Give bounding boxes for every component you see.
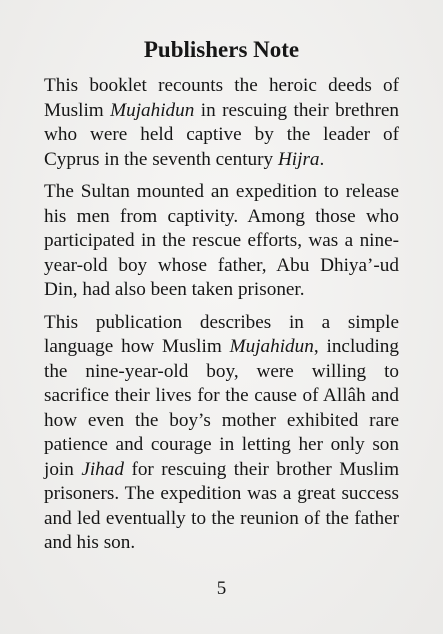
- paragraph-text: This booklet recounts the heroic deeds of Muslim: [44, 75, 399, 121]
- italic-term: Mujahidun: [110, 99, 195, 121]
- body-text: [44, 74, 399, 556]
- italic-term: Jihad: [81, 458, 124, 480]
- page-number: 5: [216, 578, 227, 599]
- paragraph: [44, 311, 399, 556]
- paragraph: [44, 180, 399, 303]
- paragraph-text: for rescuing their brother Muslim prisoners. The expedition was a great success and led eventually to the reunion of the father and his son.: [44, 458, 399, 553]
- paragraph-text: .: [319, 148, 325, 170]
- paragraph-text: , including the nine-year-old boy, were willing to sacrifice their lives for the cause of Allâh and how even the boy’s mother exhibited rare patience and courage in letting her only son join: [44, 336, 399, 480]
- paragraph-text: This publication describes in a simple language how Muslim: [44, 311, 399, 357]
- paragraph-text: The Sultan mounted an expedition to release his men from captivity. Among those who participated in the rescue efforts, was a nine-year-old boy whose father, Abu Dhiya’-ud Din, had also been taken prisoner.: [44, 181, 399, 300]
- paragraph-text: in rescuing their brethren who were held captive by the leader of Cyprus in the seventh century: [44, 99, 399, 170]
- paragraph: [44, 74, 399, 172]
- italic-term: Mujahidun: [229, 336, 314, 357]
- page-title: Publishers Note: [143, 37, 300, 62]
- italic-term: Hijra: [277, 148, 320, 170]
- publishers-note: [44, 36, 399, 564]
